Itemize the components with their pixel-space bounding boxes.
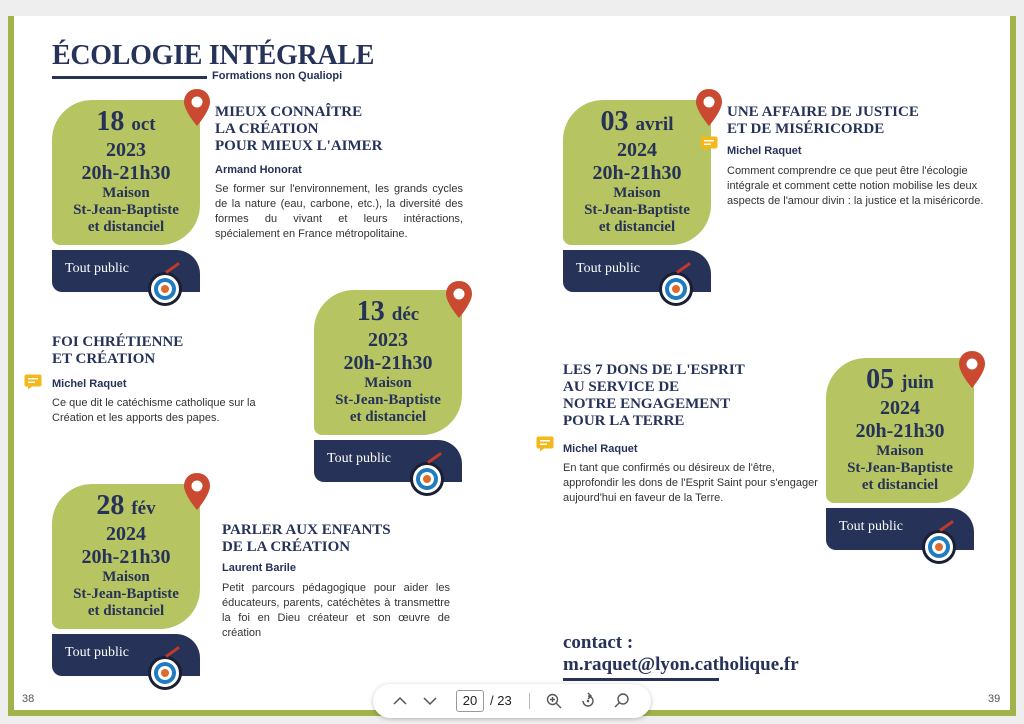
session-author-1: Armand Honorat [215,164,302,176]
session-description-2: Ce que dit le catéchisme catholique sur la Création et les apports des papes. [52,397,256,424]
zoom-in-icon[interactable] [545,692,563,710]
location-pin-icon [694,88,724,128]
place-line-3: et distanciel [349,409,427,425]
audience-tag: Tout public [52,250,200,292]
chevron-down-icon[interactable] [421,692,439,710]
contact-email[interactable]: m.raquet@lyon.catholique.fr [563,654,799,675]
place-line-1: Maison [876,443,924,459]
session-title-5: LES 7 DONS DE L'ESPRIT AU SERVICE DE NOTRE ENGAGEMENT POUR LA TERRE [563,362,745,429]
page-title: ÉCOLOGIE INTÉGRALE [52,40,375,71]
date-year: 2023 [368,329,408,351]
toolbar-divider [529,693,530,709]
right-border [1010,16,1016,716]
session-description-1: Se former sur l'environnement, les grands cycles de la nature (eau, carbone, etc.), la diversité des formes du vivant et leurs intéractions, spécialement en France métropolitaine. [215,183,463,240]
session-time: 20h-21h30 [855,420,945,442]
session-title-1: MIEUX CONNAÎTRE LA CRÉATION POUR MIEUX L'AIMER [215,104,383,154]
session-description-3: Petit parcours pédagogique pour aider les éducateurs, parents, catéchètes à transmettre la foi en Dieu créateur et son œuvre de création [222,582,450,639]
date-month: oct [131,114,156,135]
target-icon [659,272,693,306]
session-time: 20h-21h30 [592,162,682,184]
date-month: fév [131,498,156,519]
date-card [314,290,462,435]
comment-icon[interactable] [24,374,42,390]
date-year: 2024 [106,523,146,545]
session-description-5: En tant que confirmés ou désireux de l'être, approfondir les dons de l'Esprit Saint pour s'engager aujourd'hui en faveur de la Terre. [563,462,818,504]
date-card [563,100,711,245]
comment-icon[interactable] [700,136,718,152]
location-pin-icon [182,472,212,512]
date-card [52,100,200,245]
date-day: 05 [866,364,895,395]
session-author-4: Michel Raquet [727,145,802,157]
place-line-2: St-Jean-Baptiste [335,392,441,408]
date-card [826,358,974,503]
location-pin-icon [182,88,212,128]
pdf-toolbar [373,684,651,718]
place-line-1: Maison [613,185,661,201]
place-line-1: Maison [102,569,150,585]
page-number-left: 38 [22,693,35,705]
rotate-icon[interactable] [579,692,597,710]
session-author-3: Laurent Barile [222,562,296,574]
search-icon[interactable] [613,692,631,710]
contact-label: contact : [563,632,634,653]
session-description-4: Comment comprendre ce que peut être l'écologie intégrale et comment cette notion mobilise les deux aspects de l'amour divin : la justice et la miséricorde. [727,165,984,207]
place-line-2: St-Jean-Baptiste [73,202,179,218]
place-line-1: Maison [364,375,412,391]
audience-tag: Tout public [563,250,711,292]
session-time: 20h-21h30 [343,352,433,374]
target-icon [410,462,444,496]
place-line-2: St-Jean-Baptiste [73,586,179,602]
place-line-2: St-Jean-Baptiste [847,460,953,476]
date-day: 13 [356,296,385,327]
date-year: 2024 [617,139,657,161]
date-card [52,484,200,629]
date-month: déc [391,304,420,325]
comment-icon[interactable] [536,436,554,452]
location-pin-icon [957,350,987,390]
session-time: 20h-21h30 [81,162,171,184]
contact-underline [563,678,719,681]
place-line-1: Maison [102,185,150,201]
page-subtitle: Formations non Qualiopi [212,70,343,82]
date-month: juin [901,372,934,393]
place-line-3: et distanciel [861,477,939,493]
session-author-2: Michel Raquet [52,378,127,390]
date-year: 2023 [106,139,146,161]
chevron-up-icon[interactable] [391,692,409,710]
place-line-3: et distanciel [87,219,165,235]
target-icon [148,656,182,690]
target-icon [148,272,182,306]
place-line-2: St-Jean-Baptiste [584,202,690,218]
session-author-5: Michel Raquet [563,443,638,455]
place-line-3: et distanciel [598,219,676,235]
date-month: avril [635,114,674,135]
target-icon [922,530,956,564]
page-total: / 23 [490,693,512,708]
page-number-input[interactable]: 20 [456,690,484,712]
session-title-4: UNE AFFAIRE DE JUSTICE ET DE MISÉRICORDE [727,104,919,137]
audience-tag: Tout public [314,440,462,482]
session-title-3: PARLER AUX ENFANTS DE LA CRÉATION [222,522,391,555]
date-day: 18 [96,106,125,137]
date-year: 2024 [880,397,920,419]
session-time: 20h-21h30 [81,546,171,568]
audience-tag: Tout public [52,634,200,676]
date-day: 03 [600,106,629,137]
session-title-2: FOI CHRÉTIENNE ET CRÉATION [52,334,184,367]
audience-tag: Tout public [826,508,974,550]
title-underline [52,76,207,79]
date-day: 28 [96,490,125,521]
location-pin-icon [444,280,474,320]
place-line-3: et distanciel [87,603,165,619]
left-border [8,16,14,716]
page-number-right: 39 [988,693,1001,705]
